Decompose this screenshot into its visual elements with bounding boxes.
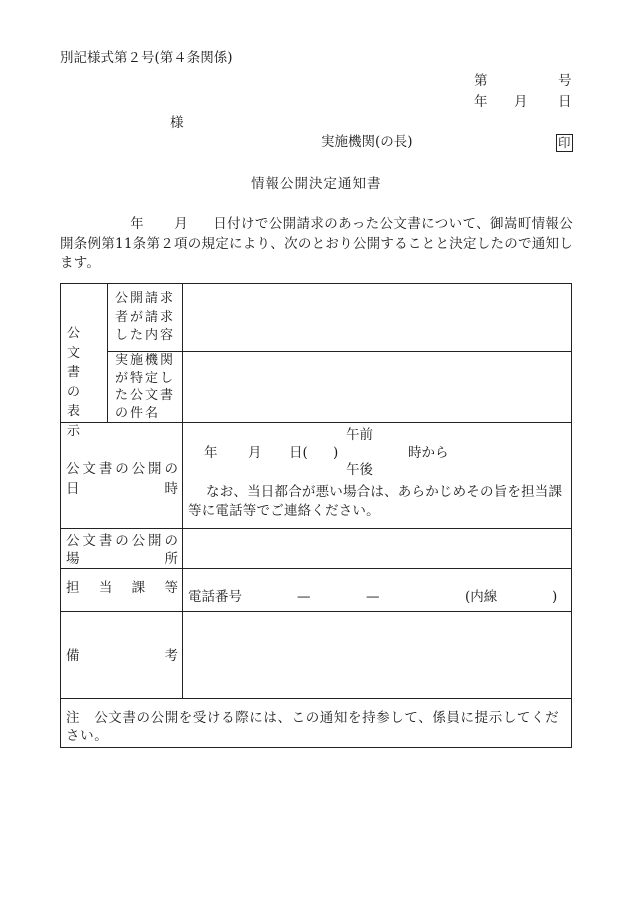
body-year: 年 [130, 216, 145, 232]
date-month-label: 月 [514, 94, 528, 110]
body-text: 日付けで公開請求のあった公文書について、御嵩町情報公開条例第11条第２項の規定により、次のとおり公開することと決定したので通知します。 [60, 216, 574, 271]
phone-dash-2: — [366, 589, 380, 605]
disclosure-datetime-label: 公 文 書 の 公 開 の 日 時 [66, 461, 178, 497]
from-time-label: 時から [408, 445, 449, 461]
notice-paragraph [60, 215, 573, 274]
number-suffix: 号 [558, 73, 572, 89]
notice-table [60, 283, 572, 748]
am-label: 午前 [346, 427, 373, 443]
remarks-label: 備 考 [66, 648, 178, 664]
disclosure-date-day: 日( [289, 445, 308, 461]
document-display-label: 公文書の表示 [67, 326, 91, 439]
phone-label: 電話番号 [188, 589, 242, 605]
seal-mark: 印 [558, 135, 571, 150]
disclosure-date-month: 月 [248, 445, 262, 461]
recipient-suffix: 様 [170, 115, 184, 131]
footnote: 注 公文書の公開を受ける際には、この通知を持参して、係員に提示してください。 [66, 710, 560, 744]
department-label: 担 当 課 等 [66, 580, 178, 596]
disclosure-date-year: 年 [204, 445, 218, 461]
body-month: 月 [174, 216, 189, 232]
phone-dash-1: — [297, 589, 311, 605]
extension-close: ) [552, 589, 558, 605]
number-label: 第 [474, 73, 488, 89]
inconvenience-note: なお、当日都合が悪い場合は、あらかじめその旨を担当課等に電話等でご連絡ください。 [188, 484, 563, 519]
pm-label: 午後 [346, 462, 373, 478]
form-reference: 別記様式第２号(第４条関係) [60, 50, 233, 66]
requested-content-label: 公開請求者が請求した内容 [115, 291, 176, 343]
extension-open: (内線 [465, 589, 498, 605]
date-day-label: 日 [558, 94, 572, 110]
disclosure-date-close: ) [333, 445, 339, 461]
date-year-label: 年 [474, 94, 488, 110]
disclosure-place-label: 公 文 書 の 公 開 の 場 所 [66, 533, 178, 567]
identified-document-label: 実施機関が特定した公文書の件名 [115, 353, 176, 421]
document-title: 情報公開決定通知書 [251, 176, 382, 192]
issuer-label: 実施機関(の長) [321, 134, 413, 150]
